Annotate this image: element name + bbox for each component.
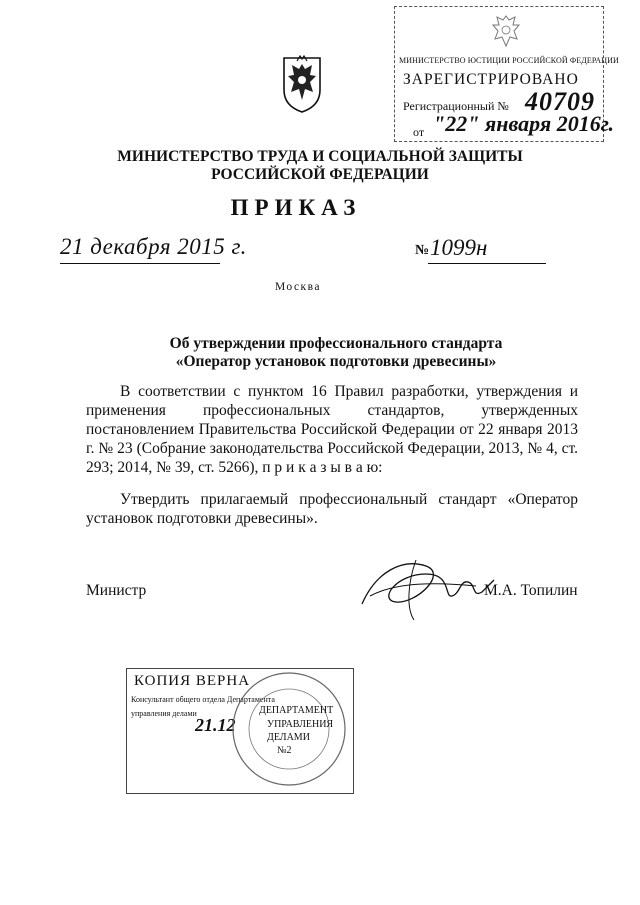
document-type: ПРИКАЗ — [230, 195, 362, 220]
signatory-name: М.А. Топилин — [484, 582, 578, 599]
registration-stamp — [394, 6, 619, 142]
ministry-name-line2: РОССИЙСКОЙ ФЕДЕРАЦИИ — [211, 166, 429, 183]
signatory-role: Министр — [86, 582, 147, 599]
copy-certification-stamp — [126, 668, 354, 794]
subject-line2: «Оператор установок подготовки древесины» — [175, 353, 497, 370]
order-date: 21 декабря 2015 г. — [60, 234, 247, 259]
handwritten-signature — [356, 552, 496, 624]
seal-text-line4: №2 — [277, 745, 292, 756]
stamp-status: ЗАРЕГИСТРИРОВАНО — [403, 71, 579, 88]
order-subject — [0, 335, 640, 371]
city: Москва — [274, 281, 322, 293]
date-underline — [60, 263, 220, 264]
stamp-date-value: "22" января 2016г. — [433, 111, 615, 136]
copy-stamp-date: 21.12 — [195, 715, 236, 735]
number-underline — [428, 263, 546, 264]
body-paragraph-2: Утвердить прилагаемый профессиональный стандарт «Оператор установок подготовки древесины». — [86, 491, 578, 527]
seal-text-line1: ДЕПАРТАМЕНТ — [259, 705, 334, 716]
subject-line1: Об утверждении профессионального стандарта — [169, 335, 503, 352]
order-number: 1099н — [430, 235, 488, 260]
ministry-name — [0, 148, 640, 184]
stamp-ministry-name: МИНИСТЕРСТВО ЮСТИЦИИ РОССИЙСКОЙ ФЕДЕРАЦИИ — [399, 56, 619, 65]
body-paragraph-1: В соответствии с пунктом 16 Правил разработки, утверждения и применения профессиональных стандартов, утвержденных постановлением Правительства Российской Федерации от 22 января 2013 г. № 23 (Собрание законодательства Российской Федерации, 2013, № 4, ст. 293; 2014, № 39, ст. 5266), п р и к а з ы в а ю: — [86, 383, 578, 476]
stamp-number-label: Регистрационный № — [403, 99, 509, 113]
copy-stamp-position: Консультант общего отдела Департамента — [131, 695, 275, 704]
copy-stamp-department: управления делами — [131, 709, 197, 718]
coat-of-arms-small-icon — [489, 13, 523, 49]
ministry-name-line1: МИНИСТЕРСТВО ТРУДА И СОЦИАЛЬНОЙ ЗАЩИТЫ — [117, 148, 523, 165]
coat-of-arms-icon — [280, 50, 324, 114]
seal-text-line3: ДЕЛАМИ — [267, 732, 310, 743]
stamp-number-value: 40709 — [525, 87, 595, 116]
copy-stamp-title: КОПИЯ ВЕРНА — [134, 673, 251, 689]
stamp-date-label: от — [413, 125, 425, 139]
seal-text-line2: УПРАВЛЕНИЯ — [267, 719, 334, 730]
number-sign: № — [415, 243, 430, 258]
